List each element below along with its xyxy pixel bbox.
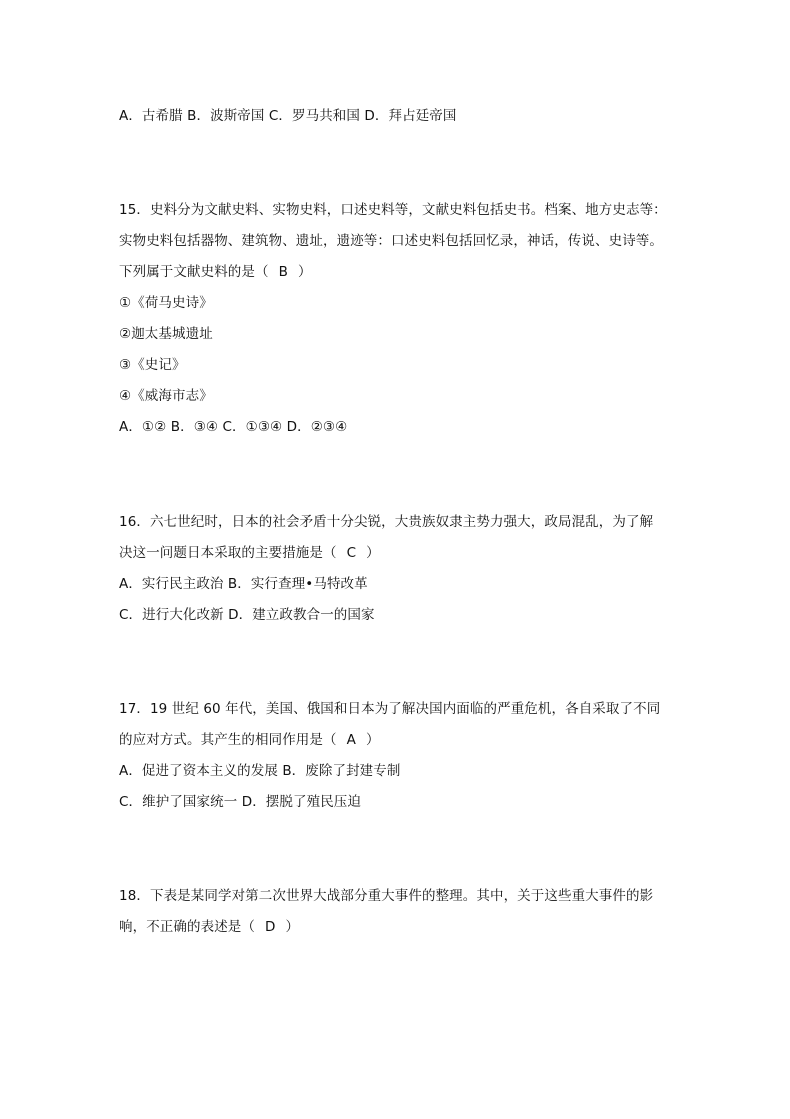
q18-stem-line1: 18．下表是某同学对第二次世界大战部分重大事件的整理。其中，关于这些重大事件的影 xyxy=(119,888,654,904)
q16-answer: C xyxy=(346,545,357,561)
q15-stem-prefix: 下列属于文献史料的是（ xyxy=(119,264,269,280)
q18-answer: D xyxy=(265,919,276,935)
q18-stem-line2 xyxy=(119,915,299,935)
q14-options: A．古希腊 B．波斯帝国 C．罗马共和国 D．拜占廷帝国 xyxy=(119,108,457,124)
q15-stem-line1: 15．史料分为文献史料、实物史料，口述史料等，文献史料包括史书。档案、地方史志等： xyxy=(119,202,667,218)
q16-stem-prefix: 决这一问题日本采取的主要措施是（ xyxy=(119,545,337,561)
q15-stem-line3 xyxy=(119,260,312,280)
q17-stem-line1: 17．19 世纪 60 年代，美国、俄国和日本为了解决国内面临的严重危机，各自采取了不同 xyxy=(119,701,661,717)
q15-item-1: ①《荷马史诗》 xyxy=(119,295,213,311)
q16-stem-line2 xyxy=(119,541,380,561)
q18-stem-prefix: 响，不正确的表述是（ xyxy=(119,919,255,935)
q15-options: A．①② B．③④ C．①③④ D．②③④ xyxy=(119,419,348,435)
q15-stem-suffix: ） xyxy=(297,264,312,280)
q17-stem-suffix: ） xyxy=(365,732,380,748)
q16-stem-line1: 16．六七世纪时，日本的社会矛盾十分尖锐，大贵族奴隶主势力强大，政局混乱，为了解 xyxy=(119,514,654,530)
q17-stem-line2 xyxy=(119,728,380,748)
q15-stem-line2: 实物史料包括器物、建筑物、遗址，遗迹等：口述史料包括回忆录，神话，传说、史诗等。 xyxy=(119,233,663,249)
q17-answer: A xyxy=(346,732,356,748)
q15-answer: B xyxy=(278,264,288,280)
q18-stem-suffix: ） xyxy=(285,919,300,935)
q16-options-line2: C．进行大化改新 D．建立政教合一的国家 xyxy=(119,607,375,623)
q15-item-4: ④《威海市志》 xyxy=(119,388,213,404)
q17-stem-prefix: 的应对方式。其产生的相同作用是（ xyxy=(119,732,337,748)
q17-options-line2: C．维护了国家统一 D．摆脱了殖民压迫 xyxy=(119,794,362,810)
q17-options-line1: A．促进了资本主义的发展 B．废除了封建专制 xyxy=(119,763,401,779)
q16-options-line1: A．实行民主政治 B．实行查理•马特改革 xyxy=(119,576,368,592)
q15-item-2: ②迦太基城遗址 xyxy=(119,326,213,342)
q15-item-3: ③《史记》 xyxy=(119,357,186,373)
q16-stem-suffix: ） xyxy=(366,545,380,561)
